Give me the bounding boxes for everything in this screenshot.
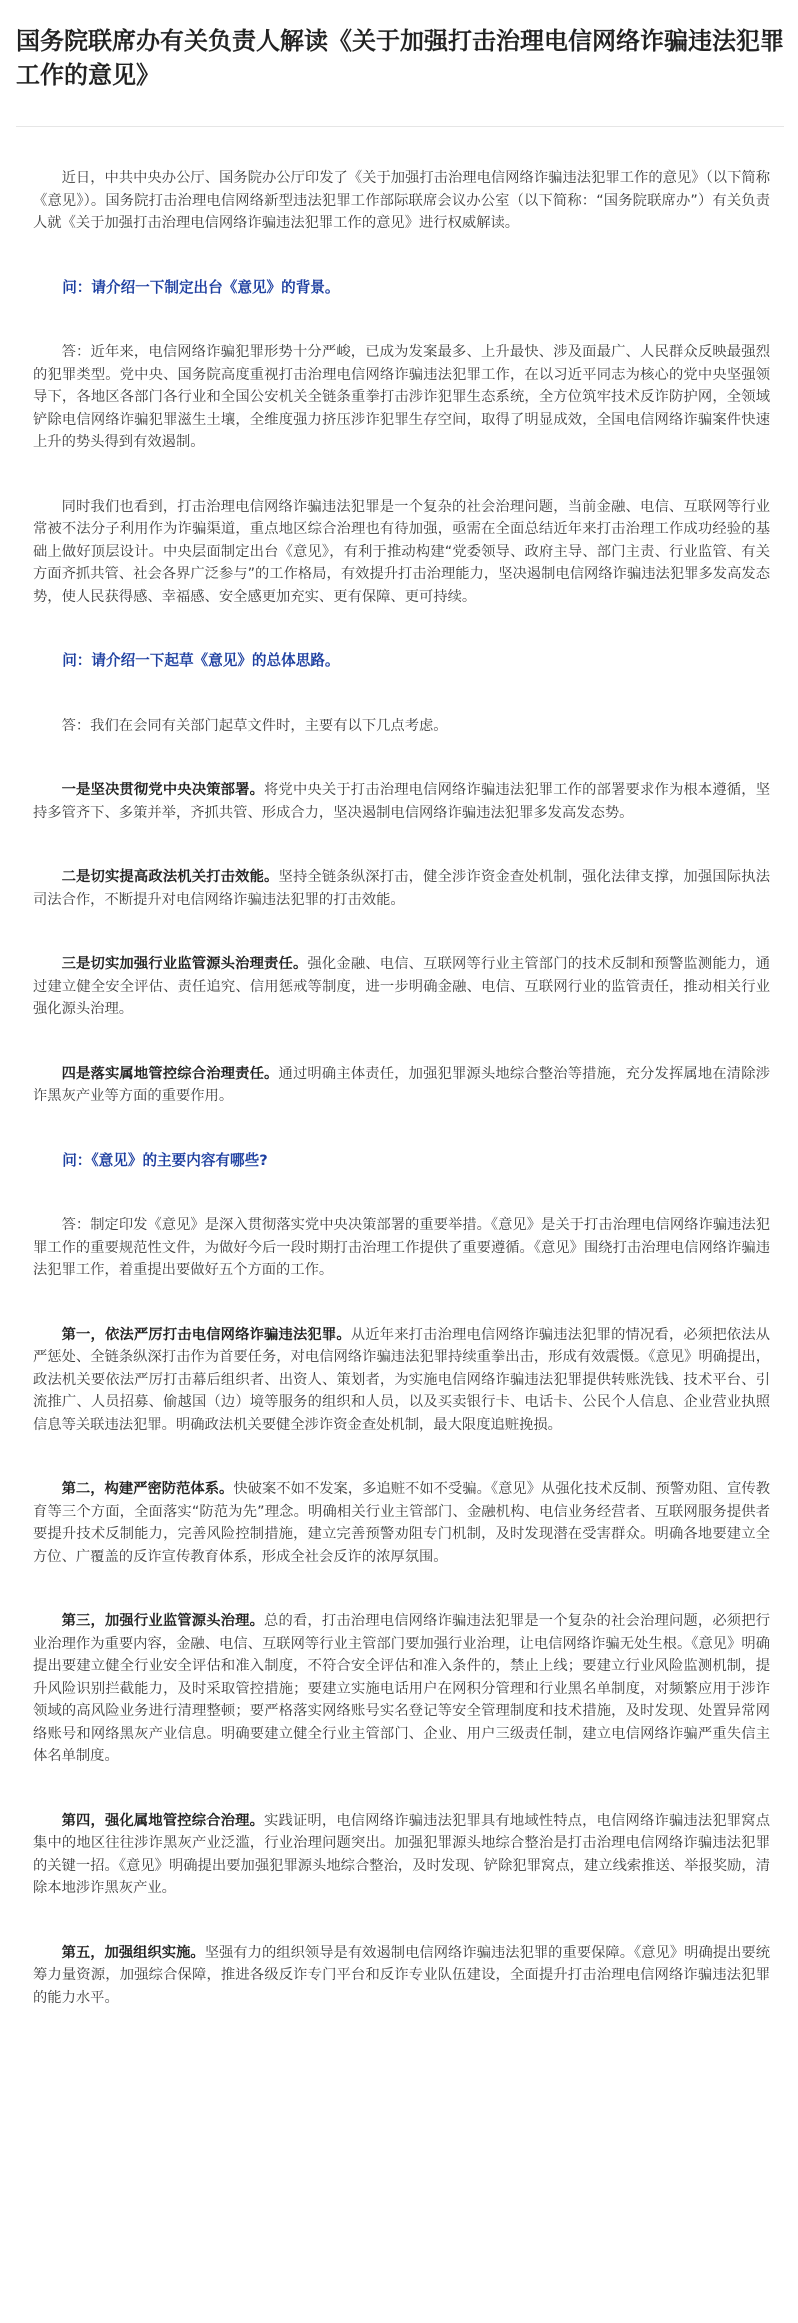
article-body bbox=[16, 167, 784, 2009]
question-approach: 问：请介绍一下起草《意见》的总体思路。 bbox=[62, 652, 340, 669]
question-background: 问：请介绍一下制定出台《意见》的背景。 bbox=[62, 278, 340, 296]
paragraph-section-2: 第二，构建严密防范体系。快破案不如不发案，多追赃不如不受骗。《意见》从强化技术反制、预警劝阻、宣传教育等三个方面，全面落实“防范为先”理念。明确相关行业主管部门、金融机构、电信业务经营者、互联网服务提供者要提升技术反制能力，完善风险控制措施，建立完善预警劝阻专门机制，及时发现潜在受害群众。明确各地要建立全方位、广覆盖的反诈宣传教育体系，形成全社会反诈的浓厚氛围。 bbox=[33, 1481, 770, 1565]
paragraph-section-1: 第一，依法严厉打击电信网络诈骗违法犯罪。从近年来打击治理电信网络诈骗违法犯罪的情况看，必须把依法从严惩处、全链条纵深打击作为首要任务，对电信网络诈骗违法犯罪持续重拳出击，形成有效震慑。《意见》明确提出，政法机关要依法严厉打击幕后组织者、出资人、策划者，为实施电信网络诈骗违法犯罪提供转账洗钱、技术平台、引流推广、人员招募、偷越国（边）境等服务的组织和人员，以及买卖银行卡、电话卡、公民个人信息、企业营业执照信息等关联违法犯罪。明确政法机关要健全涉诈资金查处机制，最大限度追赃挽损。 bbox=[33, 1326, 771, 1433]
point-2-lead: 二是切实提高政法机关打击效能。 bbox=[61, 869, 279, 885]
article-title: 国务院联席办有关负责人解读《关于加强打击治理电信网络诈骗违法犯罪工作的意见》 bbox=[16, 27, 784, 89]
paragraph-section-5: 第五，加强组织实施。坚强有力的组织领导是有效遏制电信网络诈骗违法犯罪的重要保障。《意见》明确提出要统筹力量资源，加强综合保障，推进各级反诈专门平台和反诈专业队伍建设，全面提升打击治理电信网络诈骗违法犯罪的能力水平。 bbox=[33, 1944, 770, 2006]
paragraph-intro: 近日，中共中央办公厅、国务院办公厅印发了《关于加强打击治理电信网络诈骗违法犯罪工作的意见》（以下简称《意见》）。国务院打击治理电信网络新型违法犯罪工作部际联席会议办公室（以下简称：“国务院联席办”）有关负责人就《关于加强打击治理电信网络诈骗违法犯罪工作的意见》进行权威解读。 bbox=[33, 170, 770, 231]
question-main-content: 问：《意见》的主要内容有哪些? bbox=[62, 1151, 268, 1169]
paragraph-point-3: 三是切实加强行业监管源头治理责任。强化金融、电信、互联网等行业主管部门的技术反制和预警监测能力，通过建立健全安全评估、责任追究、信用惩戒等制度，进一步明确金融、电信、互联网行业的监管责任，推动相关行业强化源头治理。 bbox=[33, 956, 771, 1017]
point-4-lead: 四是落实属地管控综合治理责任。 bbox=[61, 1065, 279, 1082]
paragraph-current-situation: 同时我们也看到，打击治理电信网络诈骗违法犯罪是一个复杂的社会治理问题，当前金融、电信、互联网等行业常被不法分子利用作为诈骗渠道，重点地区综合治理也有待加强，亟需在全面总结近年来打击治理工作成功经验的基础上做好顶层设计。中央层面制定出台《意见》，有利于推动构建“党委领导、政府主导、部门主责、行业监管、有关方面齐抓共管、社会各界广泛参与”的工作格局，有效提升打击治理能力，坚决遏制电信网络诈骗违法犯罪多发高发态势，使人民获得感、幸福感、安全感更加充实、更有保障、更可持续。 bbox=[33, 498, 770, 605]
section-2-lead: 第二，构建严密防范体系。 bbox=[61, 1481, 234, 1497]
section-1-lead: 第一，依法严厉打击电信网络诈骗违法犯罪。 bbox=[61, 1326, 351, 1343]
paragraph-section-4: 第四，强化属地管控综合治理。实践证明，电信网络诈骗违法犯罪具有地域性特点，电信网络诈骗违法犯罪窝点集中的地区往往涉诈黑灰产业泛滥，行业治理问题突出。加强犯罪源头地综合整治是打击治理电信网络诈骗违法犯罪的关键一招。《意见》明确提出要加强犯罪源头地综合整治，及时发现、铲除犯罪窝点，建立线索推送、举报奖励，清除本地涉诈黑灰产业。 bbox=[33, 1812, 771, 1896]
paragraph-answer-main-content: 答：制定印发《意见》是深入贯彻落实党中央决策部署的重要举措。《意见》是关于打击治理电信网络诈骗违法犯罪工作的重要规范性文件，为做好今后一段时期打击治理工作提供了重要遵循。《意见》围绕打击治理电信网络诈骗违法犯罪工作，着重提出要做好五个方面的工作。 bbox=[33, 1217, 770, 1278]
paragraph-point-4: 四是落实属地管控综合治理责任。通过明确主体责任，加强犯罪源头地综合整治等措施，充分发挥属地在清除涉诈黑灰产业等方面的重要作用。 bbox=[33, 1065, 771, 1104]
point-1-lead: 一是坚决贯彻党中央决策部署。 bbox=[61, 782, 265, 798]
section-5-lead: 第五，加强组织实施。 bbox=[61, 1944, 205, 1961]
section-3-lead: 第三，加强行业监管源头治理。 bbox=[61, 1613, 265, 1629]
paragraph-answer-approach: 答：我们在会同有关部门起草文件时，主要有以下几点考虑。 bbox=[61, 717, 448, 734]
point-3-lead: 三是切实加强行业监管源头治理责任。 bbox=[61, 956, 308, 972]
paragraph-answer-background: 答：近年来，电信网络诈骗犯罪形势十分严峻，已成为发案最多、上升最快、涉及面最广、人民群众反映最强烈的犯罪类型。党中央、国务院高度重视打击治理电信网络诈骗违法犯罪工作，在以习近平同志为核心的党中央坚强领导下，各地区各部门各行业和全国公安机关全链条重拳打击涉诈犯罪生态系统，全方位筑牢技术反诈防护网，全领域铲除电信网络诈骗犯罪滋生土壤，全维度强力挤压涉诈犯罪生存空间，取得了明显成效，全国电信网络诈骗案件快速上升的势头得到有效遏制。 bbox=[33, 344, 770, 450]
title-divider bbox=[16, 126, 784, 127]
section-4-lead: 第四，强化属地管控综合治理。 bbox=[61, 1812, 265, 1829]
paragraph-section-3: 第三，加强行业监管源头治理。总的看，打击治理电信网络诈骗违法犯罪是一个复杂的社会治理问题，必须把行业治理作为重要内容，金融、电信、互联网等行业主管部门要加强行业治理，让电信网络诈骗无处生根。《意见》明确提出要建立健全行业安全评估和准入制度，不符合安全评估和准入条件的，禁止上线；要建立行业风险监测机制，提升风险识别拦截能力，及时采取管控措施；要建立实施电话用户在网积分管理和行业黑名单制度，对频繁应用于涉诈领域的高风险业务进行清理整顿；要严格落实网络账号实名登记等安全管理制度和技术措施，及时发现、处置异常网络账号和网络黑灰产业信息。明确要建立健全行业主管部门、企业、用户三级责任制，建立电信网络诈骗严重失信主体名单制度。 bbox=[33, 1613, 771, 1764]
paragraph-point-1: 一是坚决贯彻党中央决策部署。将党中央关于打击治理电信网络诈骗违法犯罪工作的部署要求作为根本遵循，坚持多管齐下、多策并举，齐抓共管、形成合力，坚决遏制电信网络诈骗违法犯罪多发高发态势。 bbox=[33, 782, 771, 821]
paragraph-point-2: 二是切实提高政法机关打击效能。坚持全链条纵深打击，健全涉诈资金查处机制，强化法律支撑，加强国际执法司法合作，不断提升对电信网络诈骗违法犯罪的打击效能。 bbox=[33, 869, 771, 908]
